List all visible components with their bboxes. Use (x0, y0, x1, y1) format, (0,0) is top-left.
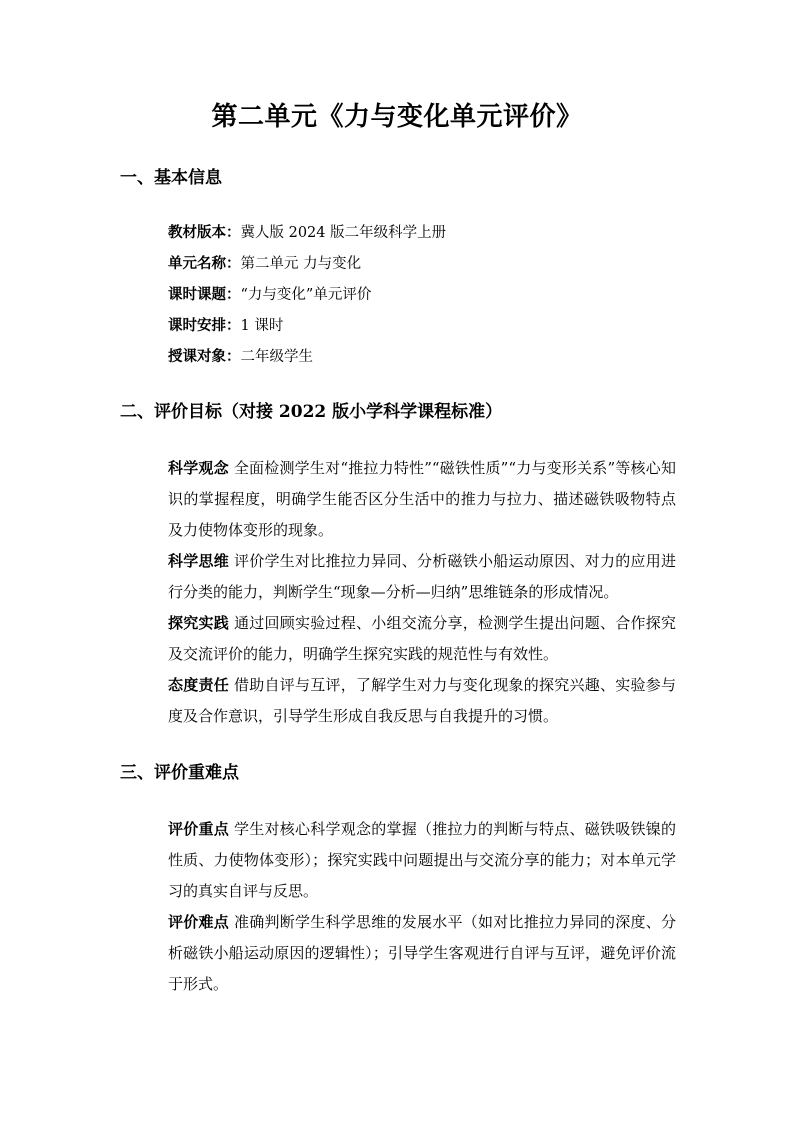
objective-label: 科学观念 (168, 459, 229, 477)
section-heading-key-points: 三、评价重难点 (120, 763, 239, 783)
keypoint-paragraph (168, 814, 676, 907)
info-label: 课时课题： (168, 286, 241, 303)
page-title: 第二单元《力与变化单元评价》 (211, 102, 583, 132)
keypoint-text: 学生对核心科学观念的掌握（推拉力的判断与特点、磁铁吸铁镍的性质、力使物体变形）；探究实践中问题提出与交流分享的能力；对本单元学习的真实自评与反思。 (168, 820, 676, 900)
objective-label: 探究实践 (168, 614, 229, 632)
objective-text: 借助自评与互评，了解学生对力与变化现象的探究兴趣、实验参与度及合作意识，引导学生形成自我反思与自我提升的习惯。 (168, 676, 676, 725)
keypoint-text: 准确判断学生科学思维的发展水平（如对比推拉力异同的深度、分析磁铁小船运动原因的逻辑性）；引导学生客观进行自评与互评，避免评价流于形式。 (168, 913, 676, 993)
info-label: 单元名称： (168, 255, 241, 272)
objective-label: 科学思维 (168, 552, 229, 570)
keypoint-paragraph (168, 907, 676, 1000)
objective-label: 态度责任 (168, 676, 229, 694)
info-label: 课时安排： (168, 317, 241, 334)
info-value: 二年级学生 (240, 349, 313, 365)
info-label: 授课对象： (168, 348, 241, 365)
info-value: 冀人版 2024 版二年级科学上册 (240, 225, 447, 241)
info-label: 教材版本： (168, 224, 241, 241)
info-line-schedule (168, 316, 283, 336)
objective-paragraph (168, 608, 676, 670)
keypoint-label: 评价难点 (168, 913, 229, 931)
keypoint-label: 评价重点 (168, 820, 229, 838)
objective-paragraph (168, 546, 676, 608)
info-value: 第二单元 力与变化 (240, 256, 362, 272)
section-heading-basic-info: 一、基本信息 (120, 168, 222, 188)
info-value: “力与变化”单元评价 (240, 287, 372, 303)
info-line-audience (168, 347, 313, 367)
info-line-textbook (168, 223, 446, 243)
objective-text: 全面检测学生对“推拉力特性”“磁铁性质”“力与变形关系”等核心知识的掌握程度，明确学生能否区分生活中的推力与拉力、描述磁铁吸物特点及力使物体变形的现象。 (168, 459, 676, 539)
info-line-unit (168, 254, 361, 274)
info-line-topic (168, 285, 371, 305)
objective-text: 评价学生对比推拉力异同、分析磁铁小船运动原因、对力的应用进行分类的能力，判断学生“现象—分析—归纳”思维链条的形成情况。 (168, 552, 676, 601)
objective-paragraph (168, 453, 676, 546)
info-value: 1 课时 (240, 318, 284, 334)
objective-text: 通过回顾实验过程、小组交流分享，检测学生提出问题、合作探究及交流评价的能力，明确学生探究实践的规范性与有效性。 (168, 614, 676, 663)
objective-paragraph (168, 670, 676, 732)
section-heading-objectives: 二、评价目标（对接 2022 版小学科学课程标准） (120, 402, 503, 422)
